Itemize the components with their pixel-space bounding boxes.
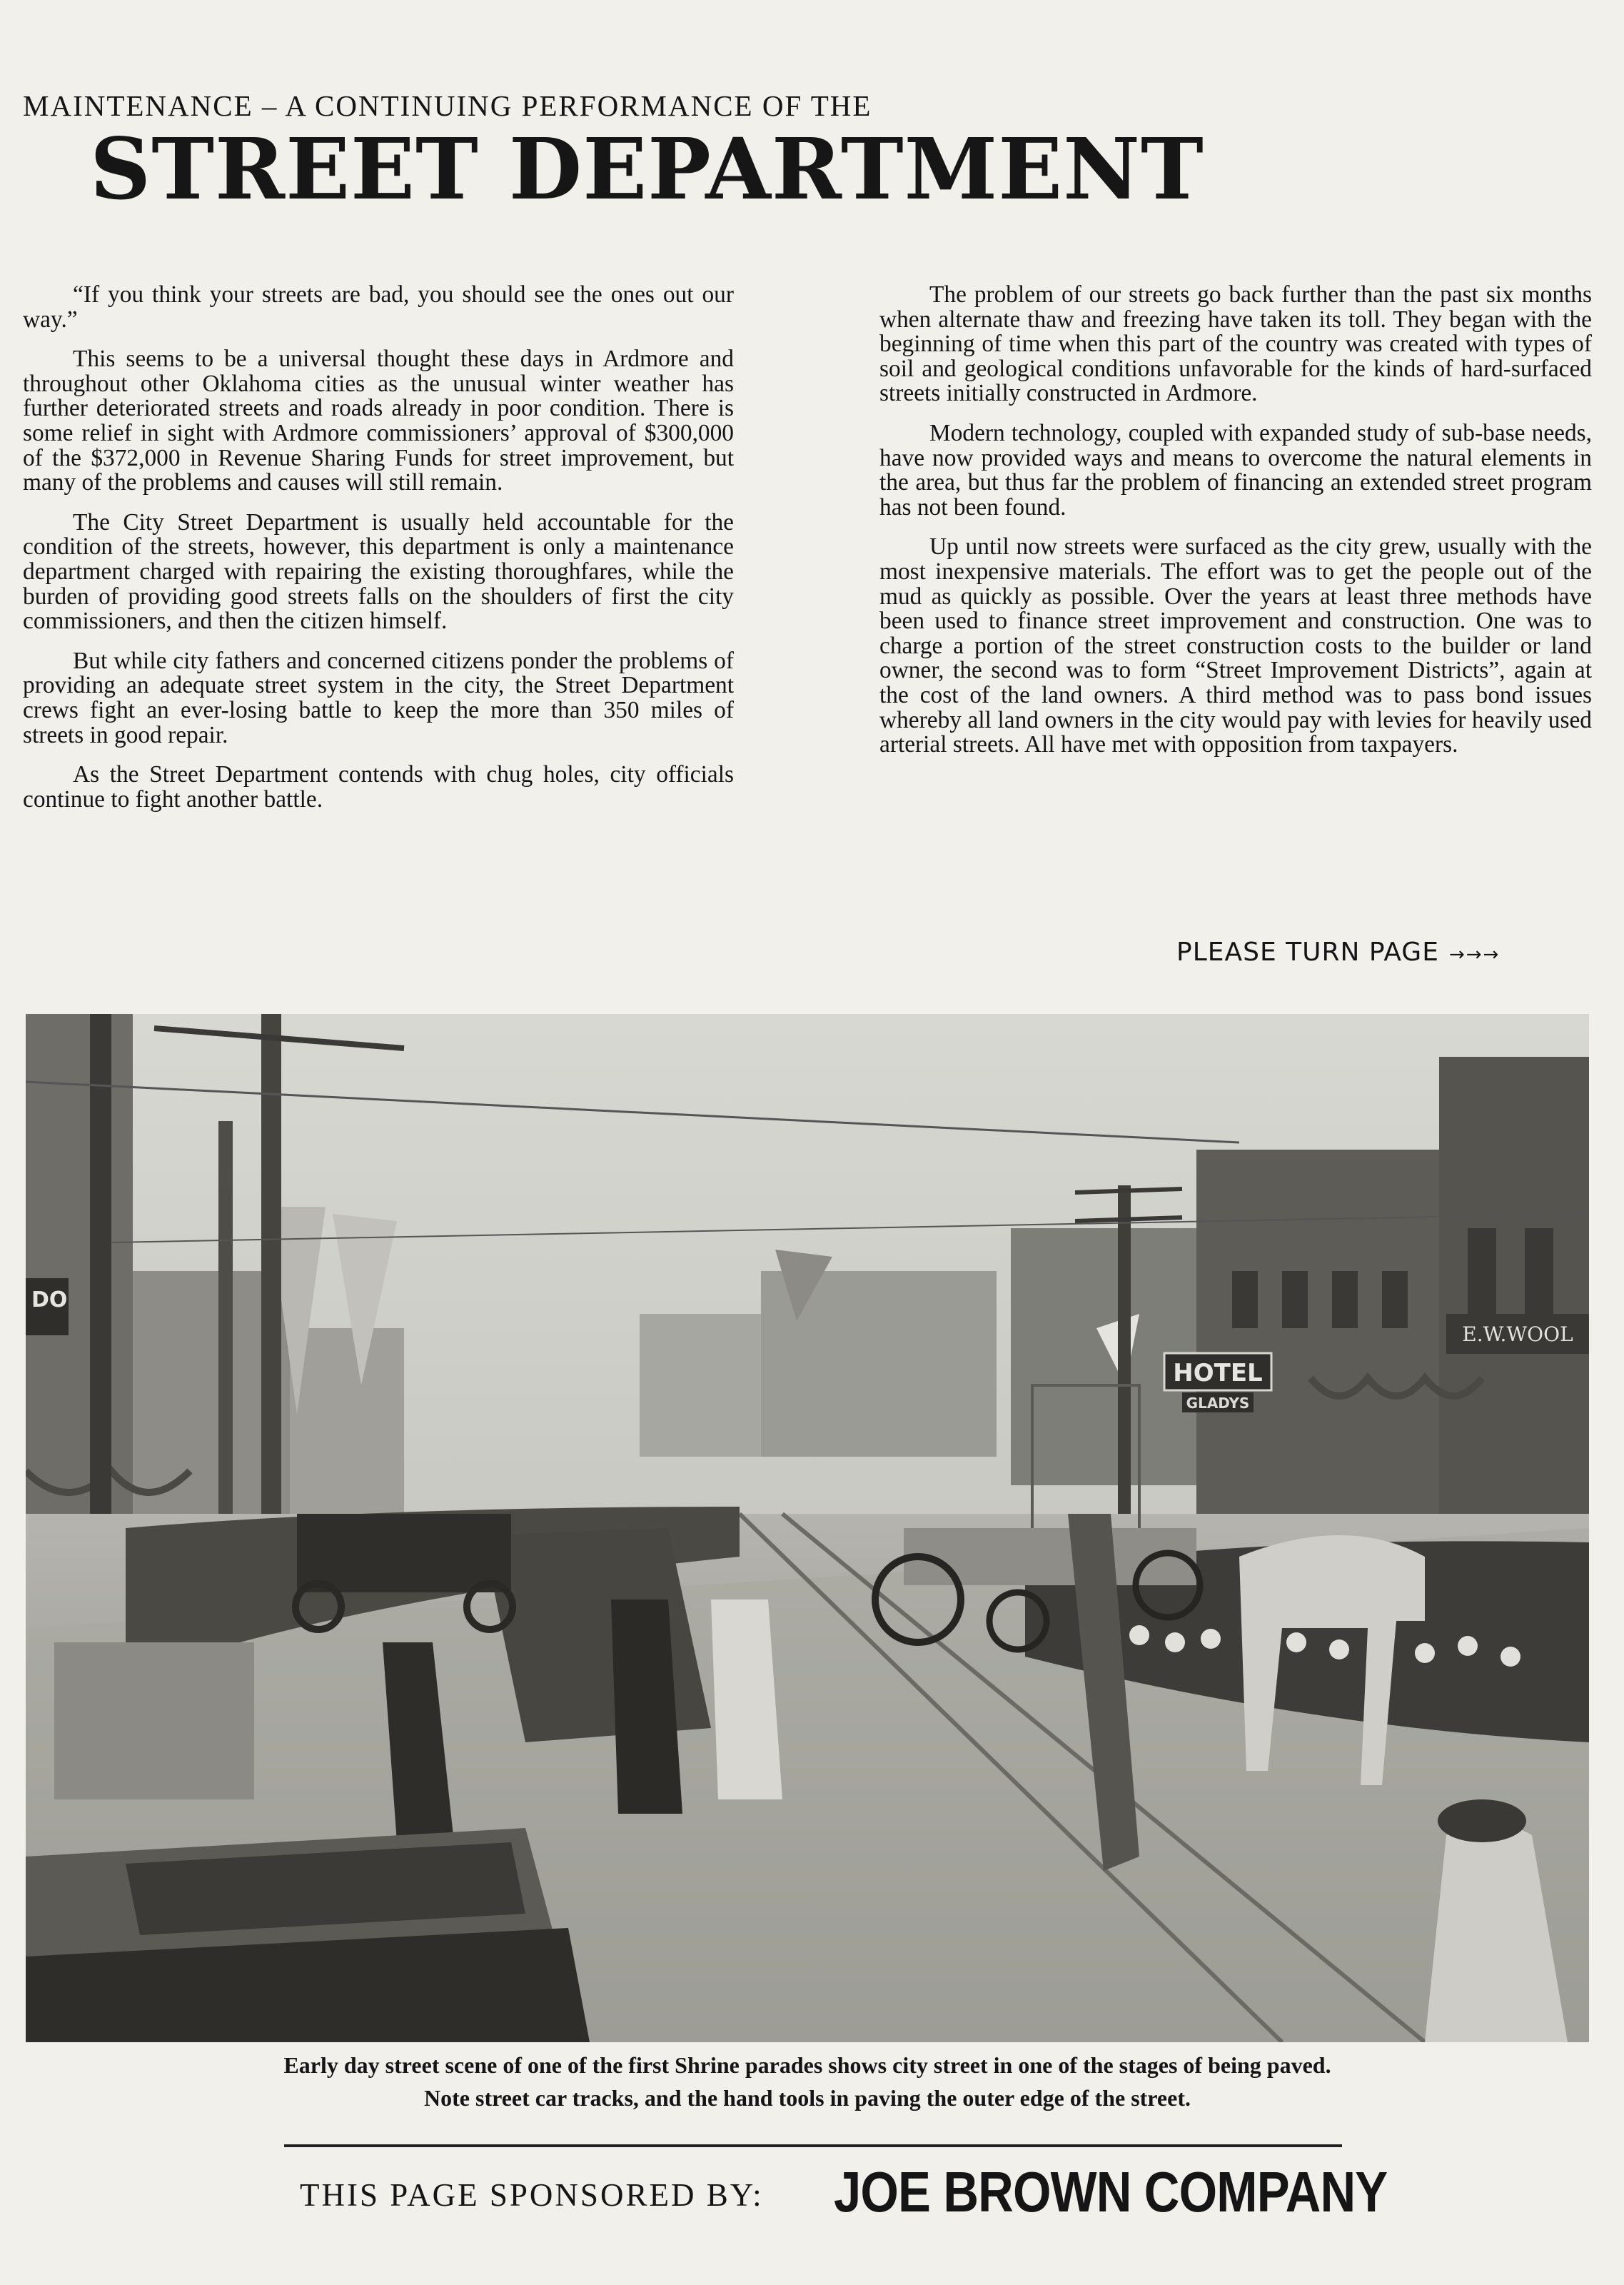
gladys-sign: GLADYS (1186, 1395, 1250, 1412)
article-paragraph: This seems to be a universal thought these days in Ardmore and throughout other Oklahoma cities as the unusual winter weather has further deteriorated streets and roads already in poor condition. There is some relief in sight with Ardmore commissioners’ approval of $300,000 of the $372,000 in Revenue Sharing Funds for street improvement, but many of the problems and causes will still remain. (23, 346, 734, 496)
store-sign: E.W.WOOL (1462, 1322, 1573, 1346)
article-paragraph: As the Street Department contends with chug holes, city officials continue to fight another battle. (23, 761, 734, 813)
arrows-icon: →→→ (1448, 944, 1501, 965)
continue-indicator (1176, 938, 1500, 967)
article-paragraph: Up until now streets were surfaced as the city grew, usually with the most inexpensive materials. The effort was to get the people out of the mud as quickly as possible. Over the years at least three methods have been used to finance street improvement and construction. One was to charge a portion of the street construction costs to the builder or land owner, the second was to form “Street Improvement Districts”, again at the cost of the land owners. A third method was to pass bond issues whereby all land owners in the city would pay with levies for heavily used arterial streets. All have met with opposition from taxpayers. (879, 533, 1592, 758)
caption-line: Early day street scene of one of the first Shrine parades shows city street in one of the stages of being paved. (283, 2052, 1331, 2078)
header-kicker: MAINTENANCE – A CONTINUING PERFORMANCE OF THE (23, 89, 872, 122)
continue-label: PLEASE TURN PAGE (1176, 938, 1439, 967)
historic-street-photo (26, 1014, 1589, 2042)
article-right-column (879, 283, 1592, 773)
photo-caption (26, 2049, 1589, 2114)
sponsor-name: JOE BROWN COMPANY (834, 2160, 1388, 2224)
article-paragraph: But while city fathers and concerned citizens ponder the problems of providing an adequate street system in the city, the Street Department crews fight an ever-losing battle to keep the more than 350 miles of streets in good repair. (23, 647, 734, 748)
sponsor-label: THIS PAGE SPONSORED BY: (300, 2177, 764, 2213)
divider (284, 2144, 1342, 2147)
article-paragraph: The problem of our streets go back further than the past six months when alternate thaw and freezing have taken its toll. They began with the beginning of time when this part of the country was created with types of soil and geological conditions unfavorable for the kinds of hard-surfaced streets initially constructed in Ardmore. (879, 281, 1592, 407)
left-building-sign: DO (31, 1287, 68, 1312)
article-paragraph: The City Street Department is usually held accountable for the condition of the streets, however, this department is only a maintenance department charged with repairing the existing thoroughfares, while the burden of providing good streets falls on the shoulders of first the city commissioners, and then the citizen himself. (23, 508, 734, 635)
page-title: STREET DEPARTMENT (90, 119, 1204, 219)
article-left-column (23, 283, 734, 827)
caption-line: Note street car tracks, and the hand tools in paving the outer edge of the street. (424, 2085, 1191, 2111)
article-paragraph: “If you think your streets are bad, you should see the ones out our way.” (23, 281, 734, 333)
hotel-sign: HOTEL (1173, 1359, 1263, 1387)
article-paragraph: Modern technology, coupled with expanded study of sub-base needs, have now provided ways and means to overcome the natural elements in the area, but thus far the problem of financing an extended street program has not been found. (879, 419, 1592, 521)
